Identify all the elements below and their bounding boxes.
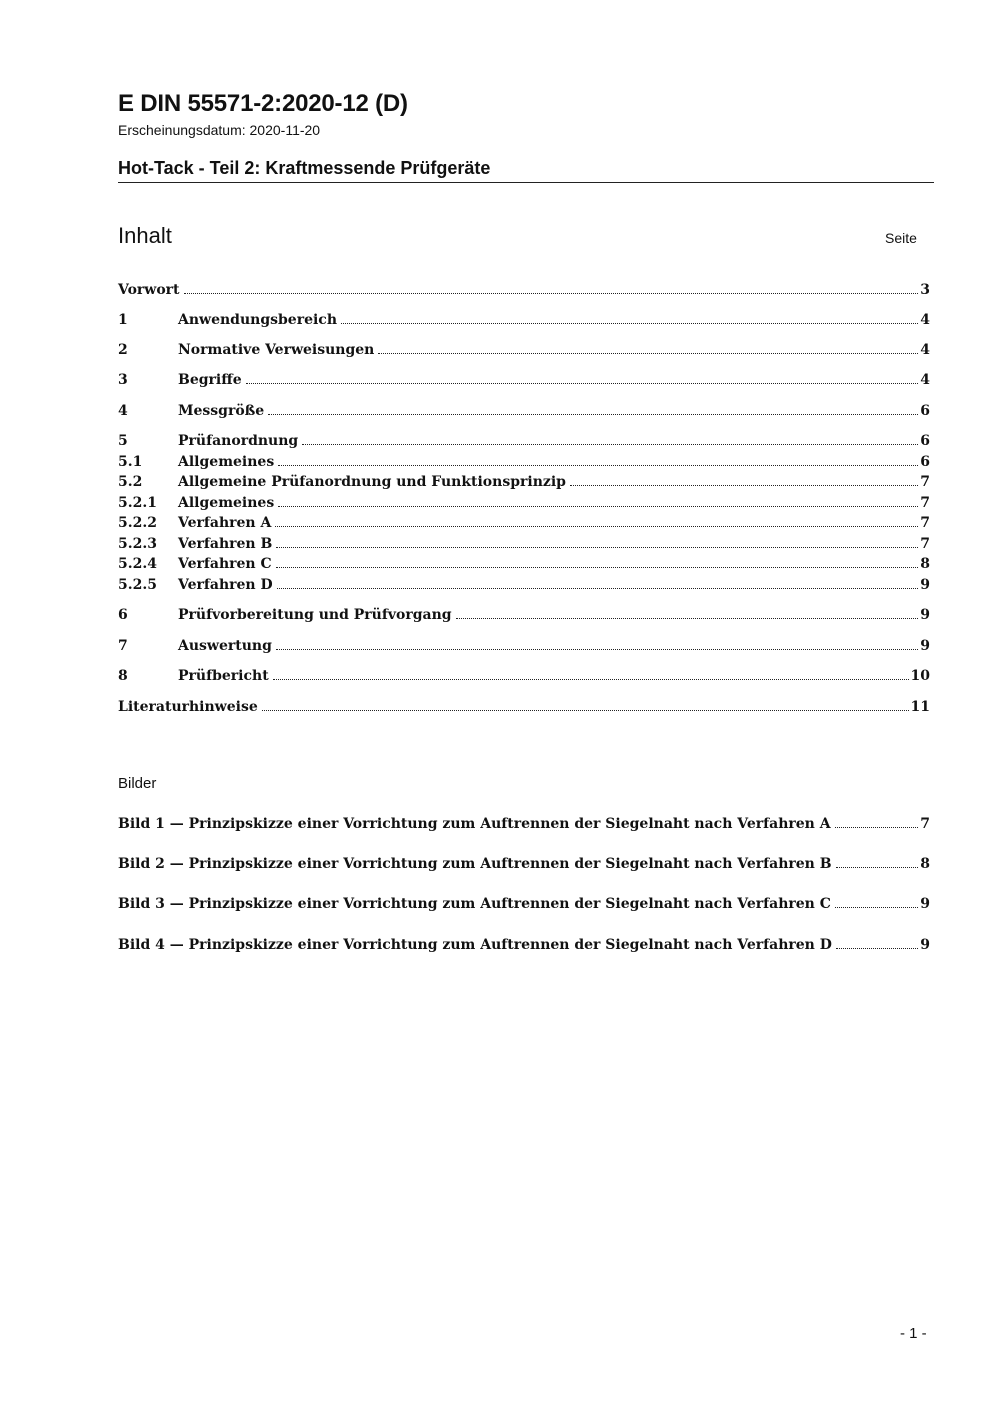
dot-leader bbox=[341, 323, 918, 324]
toc-entry-number: 4 bbox=[118, 403, 128, 419]
toc-entry[interactable] bbox=[118, 432, 930, 450]
toc-entry-title: Allgemeine Prüfanordnung und Funktionsprinzip bbox=[178, 474, 566, 490]
toc-entry-title: Allgemeines bbox=[178, 454, 275, 470]
dot-leader bbox=[836, 867, 919, 868]
dot-leader bbox=[302, 444, 918, 445]
document-subtitle: Hot-Tack - Teil 2: Kraftmessende Prüfgeräte bbox=[118, 158, 491, 178]
figure-entry[interactable] bbox=[118, 815, 930, 833]
dot-leader bbox=[268, 414, 918, 415]
figures-heading: Bilder bbox=[118, 775, 157, 792]
toc-entry[interactable] bbox=[118, 637, 930, 655]
dot-leader bbox=[278, 465, 918, 466]
toc-entry-title: Begriffe bbox=[178, 372, 242, 388]
figure-entry-title: Bild 4 — Prinzipskizze einer Vorrichtung zum Auftrennen der Siegelnaht nach Verfahren D bbox=[118, 937, 832, 953]
toc-entry[interactable] bbox=[118, 698, 930, 716]
toc-entry-page: 11 bbox=[910, 699, 930, 715]
publication-date: Erscheinungsdatum: 2020-11-20 bbox=[118, 122, 321, 138]
dot-leader bbox=[277, 588, 919, 589]
toc-entry[interactable] bbox=[118, 667, 930, 685]
toc-entry-number: 5.2.5 bbox=[118, 577, 157, 593]
toc-entry-title: Verfahren A bbox=[178, 515, 272, 531]
dot-leader bbox=[836, 948, 918, 949]
dot-leader bbox=[570, 485, 918, 486]
toc-entry-title: Allgemeines bbox=[178, 495, 275, 511]
figure-entry[interactable] bbox=[118, 936, 930, 954]
toc-entry-number: 5.2.1 bbox=[118, 495, 157, 511]
toc-entry-title: Prüfanordnung bbox=[178, 433, 299, 449]
toc-entry-title: Prüfbericht bbox=[178, 668, 269, 684]
toc-entry-number: 8 bbox=[118, 668, 128, 684]
toc-entry-page: 4 bbox=[920, 312, 930, 328]
toc-entry-title: Normative Verweisungen bbox=[178, 342, 375, 358]
toc-entry[interactable] bbox=[118, 514, 930, 532]
dot-leader bbox=[276, 567, 919, 568]
title-rule bbox=[118, 182, 934, 183]
toc-entry-page: 7 bbox=[920, 515, 930, 531]
toc-entry-page: 7 bbox=[920, 474, 930, 490]
dot-leader bbox=[378, 353, 918, 354]
toc-entry[interactable] bbox=[118, 535, 930, 553]
toc-entry-page: 7 bbox=[920, 536, 930, 552]
toc-entry-page: 6 bbox=[920, 454, 930, 470]
toc-entry-page: 6 bbox=[920, 403, 930, 419]
toc-entry[interactable] bbox=[118, 453, 930, 471]
toc-entry-title: Verfahren B bbox=[178, 536, 273, 552]
toc-entry-page: 6 bbox=[920, 433, 930, 449]
toc-entry[interactable] bbox=[118, 371, 930, 389]
dot-leader bbox=[275, 526, 918, 527]
toc-entry-title: Verfahren D bbox=[178, 577, 273, 593]
toc-entry-number: 5.1 bbox=[118, 454, 143, 470]
toc-entry-page: 9 bbox=[920, 638, 930, 654]
document-code: E DIN 55571-2:2020-12 (D) bbox=[118, 90, 408, 117]
toc-entry-title: Messgröße bbox=[178, 403, 265, 419]
toc-entry-number: 1 bbox=[118, 312, 128, 328]
figure-entry-title: Bild 1 — Prinzipskizze einer Vorrichtung zum Auftrennen der Siegelnaht nach Verfahren A bbox=[118, 816, 831, 832]
toc-entry[interactable] bbox=[118, 606, 930, 624]
figure-entry-page: 9 bbox=[920, 937, 930, 953]
toc-entry-page: 4 bbox=[920, 342, 930, 358]
figure-entry-title: Bild 3 — Prinzipskizze einer Vorrichtung zum Auftrennen der Siegelnaht nach Verfahren C bbox=[118, 896, 831, 912]
figure-entry-page: 8 bbox=[920, 856, 930, 872]
toc-entry[interactable] bbox=[118, 311, 930, 329]
page-column-label: Seite bbox=[885, 230, 917, 246]
toc-entry-page: 9 bbox=[920, 607, 930, 623]
dot-leader bbox=[184, 293, 919, 294]
toc-entry-title: Auswertung bbox=[178, 638, 272, 654]
toc-entry-number: 3 bbox=[118, 372, 128, 388]
dot-leader bbox=[276, 547, 918, 548]
toc-entry[interactable] bbox=[118, 281, 930, 299]
dot-leader bbox=[246, 383, 919, 384]
figure-entry-title: Bild 2 — Prinzipskizze einer Vorrichtung zum Auftrennen der Siegelnaht nach Verfahren B bbox=[118, 856, 832, 872]
toc-entry-number: 7 bbox=[118, 638, 128, 654]
dot-leader bbox=[276, 649, 918, 650]
toc-entry[interactable] bbox=[118, 341, 930, 359]
toc-entry-page: 3 bbox=[920, 282, 930, 298]
dot-leader bbox=[835, 907, 918, 908]
toc-entry-title: Anwendungsbereich bbox=[178, 312, 337, 328]
toc-entry[interactable] bbox=[118, 473, 930, 491]
dot-leader bbox=[456, 618, 919, 619]
toc-entry-number: 5.2.3 bbox=[118, 536, 157, 552]
toc-entry-page: 4 bbox=[920, 372, 930, 388]
toc-entry-page: 9 bbox=[920, 577, 930, 593]
toc-entry-page: 8 bbox=[920, 556, 930, 572]
toc-entry-title: Vorwort bbox=[118, 282, 180, 298]
toc-entry-number: 5.2 bbox=[118, 474, 143, 490]
toc-entry-page: 10 bbox=[910, 668, 930, 684]
toc-entry[interactable] bbox=[118, 494, 930, 512]
figure-entry[interactable] bbox=[118, 895, 930, 913]
dot-leader bbox=[262, 710, 909, 711]
toc-entry-title: Prüfvorbereitung und Prüfvorgang bbox=[178, 607, 452, 623]
toc-entry[interactable] bbox=[118, 402, 930, 420]
toc-entry[interactable] bbox=[118, 576, 930, 594]
toc-entry-title: Literaturhinweise bbox=[118, 699, 258, 715]
figure-entry-page: 7 bbox=[920, 816, 930, 832]
page-number: - 1 - bbox=[900, 1325, 927, 1342]
toc-entry-number: 6 bbox=[118, 607, 128, 623]
toc-entry-number: 5.2.4 bbox=[118, 556, 157, 572]
figure-entry[interactable] bbox=[118, 855, 930, 873]
toc-entry[interactable] bbox=[118, 555, 930, 573]
toc-entry-number: 2 bbox=[118, 342, 128, 358]
toc-entry-number: 5.2.2 bbox=[118, 515, 157, 531]
toc-entry-page: 7 bbox=[920, 495, 930, 511]
dot-leader bbox=[835, 827, 919, 828]
figure-entry-page: 9 bbox=[920, 896, 930, 912]
toc-heading: Inhalt bbox=[118, 223, 172, 248]
toc-entry-title: Verfahren C bbox=[178, 556, 272, 572]
dot-leader bbox=[273, 679, 909, 680]
toc-entry-number: 5 bbox=[118, 433, 128, 449]
dot-leader bbox=[278, 506, 918, 507]
